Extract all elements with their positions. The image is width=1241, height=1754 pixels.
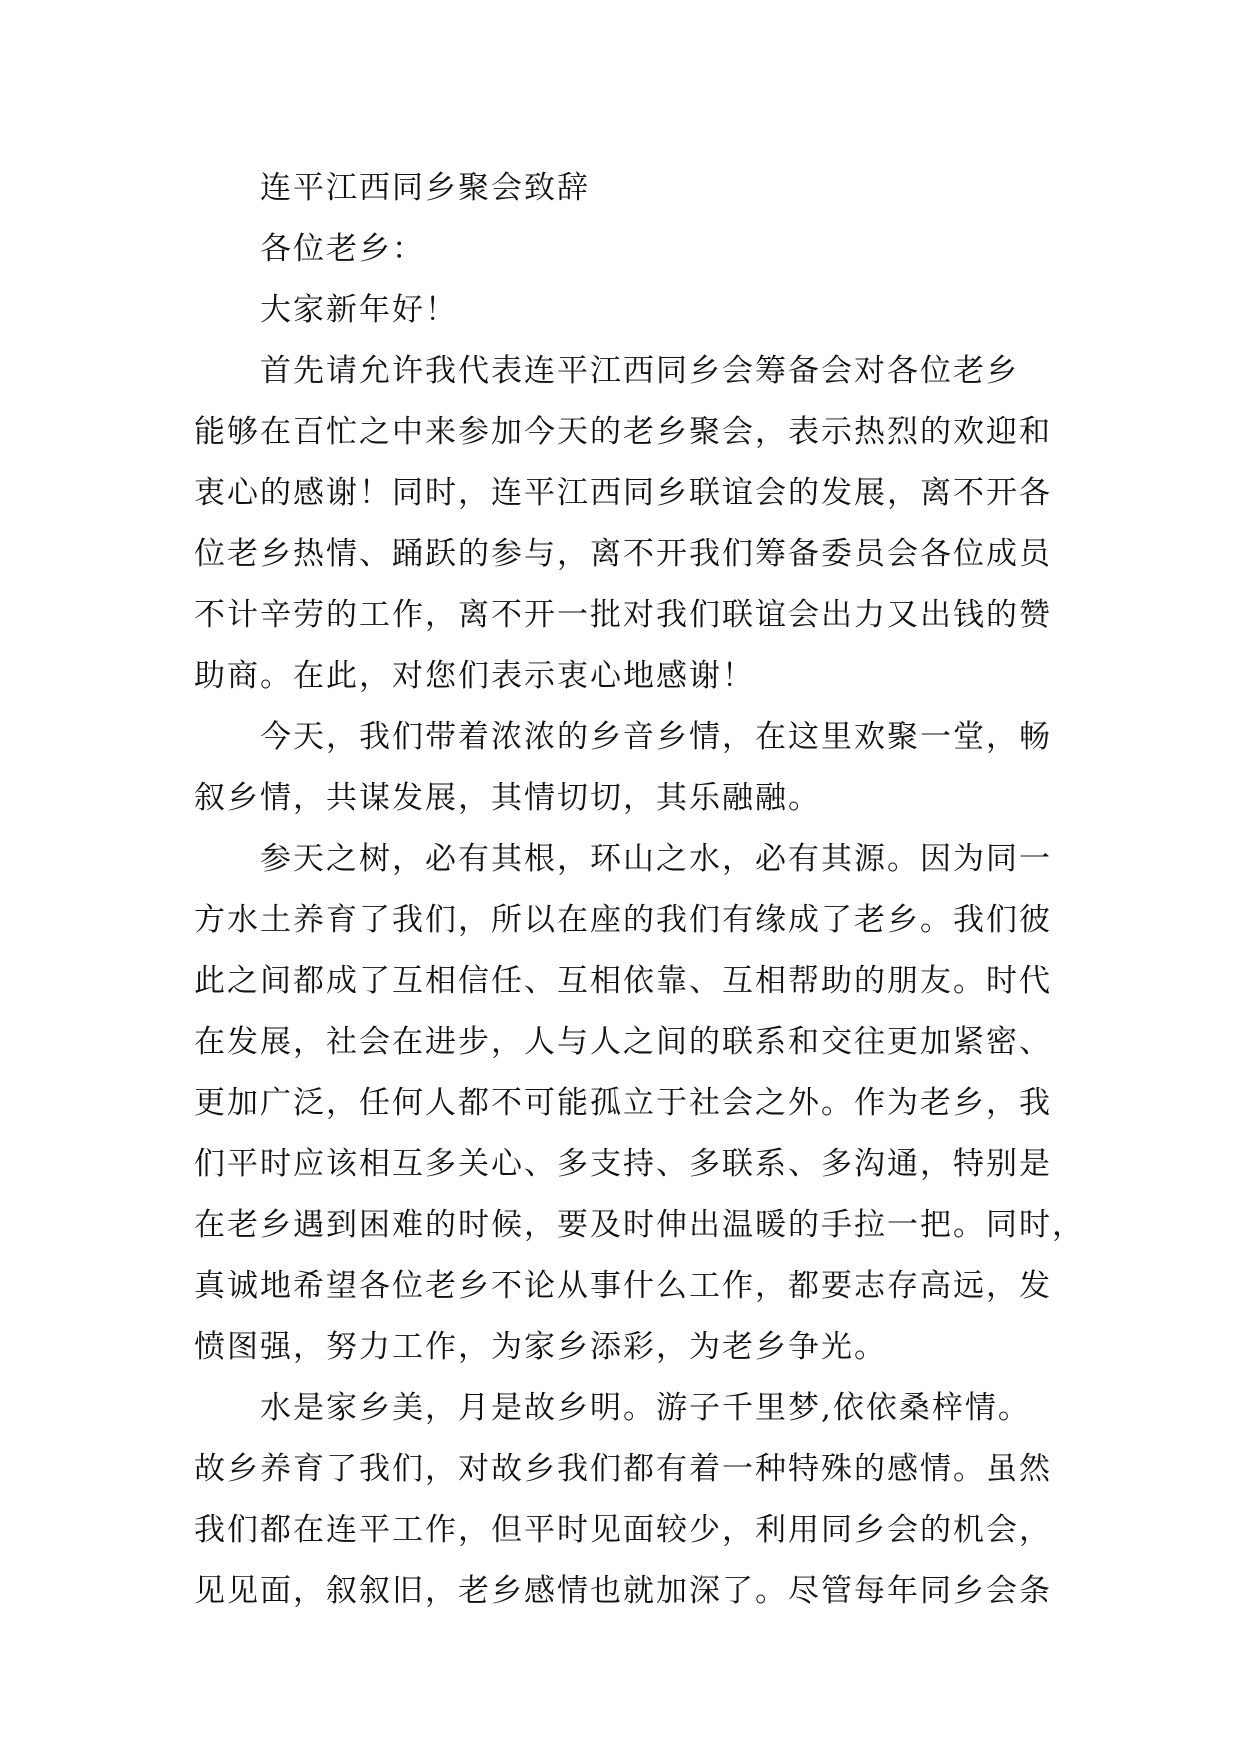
document-title: 连平江西同乡聚会致辞: [260, 170, 590, 206]
text-line: 方水土养育了我们，所以在座的我们有缘成了老乡。我们彼: [194, 902, 1052, 938]
body-paragraphs: [194, 341, 1085, 1622]
text-line: 在发展，社会在进步，人与人之间的联系和交往更加紧密、: [194, 1024, 1052, 1060]
text-line: 见见面，叙叙旧，老乡感情也就加深了。尽管每年同乡会条: [194, 1573, 1052, 1609]
text-line: 参天之树，必有其根，环山之水，必有其源。因为同一: [260, 841, 1052, 877]
text-line: 水是家乡美，月是故乡明。游子千里梦,依依桑梓情。: [260, 1390, 1031, 1426]
text-line: 能够在百忙之中来参加今天的老乡聚会，表示热烈的欢迎和: [194, 414, 1052, 450]
text-line: 助商。在此，对您们表示衷心地感谢！: [194, 658, 755, 694]
text-line: 更加广泛，任何人都不可能孤立于社会之外。作为老乡，我: [194, 1085, 1052, 1121]
text-line: 今天，我们带着浓浓的乡音乡情，在这里欢聚一堂，畅: [260, 719, 1052, 755]
text-line: 真诚地希望各位老乡不论从事什么工作，都要志存高远，发: [194, 1268, 1052, 1304]
text-line: 首先请允许我代表连平江西同乡会筹备会对各位老乡: [260, 353, 1019, 389]
salutation: 各位老乡：: [260, 231, 425, 267]
text-line: 们平时应该相互多关心、多支持、多联系、多沟通，特别是: [194, 1146, 1052, 1182]
text-line: 叙乡情，共谋发展，其情切切，其乐融融。: [194, 780, 821, 816]
document-body: [194, 158, 1085, 1622]
text-line: 衷心的感谢！同时，连平江西同乡联谊会的发展，离不开各: [194, 475, 1052, 511]
text-line: 在老乡遇到困难的时候，要及时伸出温暖的手拉一把。同时，: [194, 1207, 1085, 1243]
text-line: 不计辛劳的工作，离不开一批对我们联谊会出力又出钱的赞: [194, 597, 1052, 633]
text-line: 愤图强，努力工作，为家乡添彩，为老乡争光。: [194, 1329, 887, 1365]
text-line: 此之间都成了互相信任、互相依靠、互相帮助的朋友。时代: [194, 963, 1052, 999]
text-line: 我们都在连平工作，但平时见面较少，利用同乡会的机会，: [194, 1512, 1052, 1548]
text-line: 位老乡热情、踊跃的参与，离不开我们筹备委员会各位成员: [194, 536, 1052, 572]
greeting: 大家新年好！: [260, 292, 458, 328]
text-line: 故乡养育了我们，对故乡我们都有着一种特殊的感情。虽然: [194, 1451, 1052, 1487]
